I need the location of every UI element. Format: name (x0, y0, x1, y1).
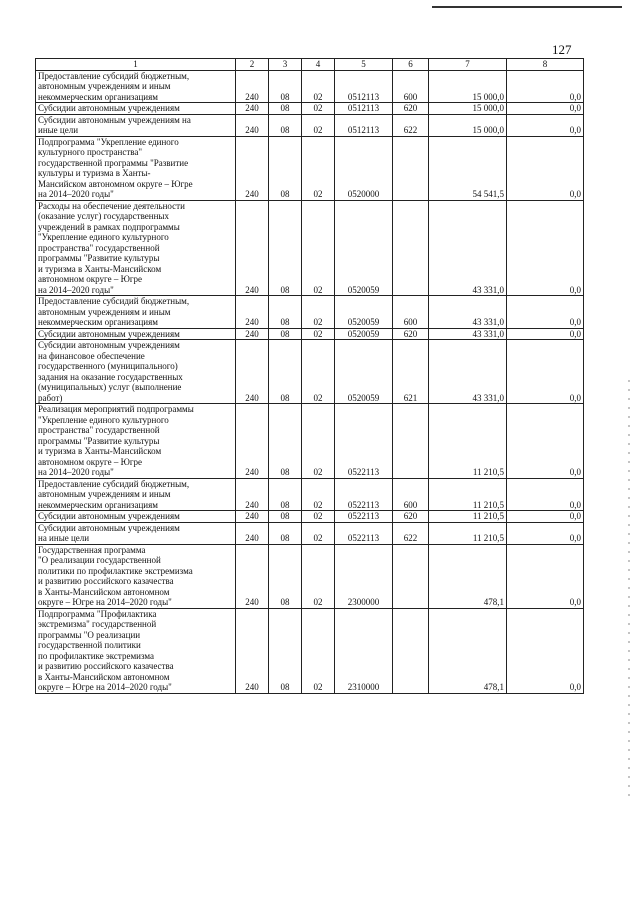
col-5-cell: 0520059 (335, 340, 393, 404)
header-cell: 5 (335, 59, 393, 71)
col-3-cell: 08 (269, 136, 302, 200)
col-6-cell: 622 (393, 522, 429, 544)
table-row (36, 136, 584, 200)
col-6-cell (393, 200, 429, 296)
col-4-cell: 02 (302, 511, 335, 523)
col-7-cell: 15 000,0 (429, 103, 507, 115)
col-5-cell: 0522113 (335, 522, 393, 544)
col-8-cell: 0,0 (507, 114, 584, 136)
col-7-cell: 11 210,5 (429, 522, 507, 544)
col-7-cell: 43 331,0 (429, 340, 507, 404)
row-name-cell: Реализация мероприятий подпрограммы "Укрепление единого культурного пространства" государственной программы "Развитие культуры и туризма в Ханты-Мансийском автономном округе – Югре на 2014–2020 годы" (36, 404, 236, 479)
row-name-cell: Субсидии автономным учреждениям (36, 511, 236, 523)
col-7-cell: 43 331,0 (429, 328, 507, 340)
col-2-cell: 240 (236, 404, 269, 479)
budget-table (35, 58, 584, 694)
col-5-cell: 0522113 (335, 404, 393, 479)
col-8-cell: 0,0 (507, 70, 584, 103)
col-7-cell: 43 331,0 (429, 200, 507, 296)
col-2-cell: 240 (236, 114, 269, 136)
col-3-cell: 08 (269, 340, 302, 404)
col-4-cell: 02 (302, 340, 335, 404)
header-cell: 7 (429, 59, 507, 71)
header-cell: 2 (236, 59, 269, 71)
col-5-cell: 0520059 (335, 328, 393, 340)
col-5-cell: 0512113 (335, 70, 393, 103)
table-row (36, 328, 584, 340)
col-7-cell: 11 210,5 (429, 478, 507, 511)
table-row (36, 114, 584, 136)
table-row (36, 200, 584, 296)
col-8-cell: 0,0 (507, 544, 584, 608)
table-row (36, 522, 584, 544)
col-3-cell: 08 (269, 114, 302, 136)
col-2-cell: 240 (236, 544, 269, 608)
col-2-cell: 240 (236, 608, 269, 693)
col-3-cell: 08 (269, 200, 302, 296)
col-3-cell: 08 (269, 296, 302, 329)
col-6-cell (393, 544, 429, 608)
col-4-cell: 02 (302, 404, 335, 479)
col-8-cell: 0,0 (507, 136, 584, 200)
table-row (36, 478, 584, 511)
col-7-cell: 11 210,5 (429, 511, 507, 523)
col-6-cell: 621 (393, 340, 429, 404)
col-8-cell: 0,0 (507, 511, 584, 523)
col-2-cell: 240 (236, 522, 269, 544)
col-8-cell: 0,0 (507, 404, 584, 479)
col-7-cell: 11 210,5 (429, 404, 507, 479)
col-2-cell: 240 (236, 328, 269, 340)
col-6-cell: 620 (393, 511, 429, 523)
scan-edge-marks (628, 380, 630, 800)
col-3-cell: 08 (269, 544, 302, 608)
row-name-cell: Субсидии автономным учреждениям на финансовое обеспечение государственного (муниципального) задания на оказание государственных (муниципальных) услуг (выполнение работ) (36, 340, 236, 404)
col-8-cell: 0,0 (507, 296, 584, 329)
col-2-cell: 240 (236, 200, 269, 296)
col-3-cell: 08 (269, 478, 302, 511)
col-3-cell: 08 (269, 522, 302, 544)
col-8-cell: 0,0 (507, 478, 584, 511)
table-row (36, 103, 584, 115)
col-4-cell: 02 (302, 328, 335, 340)
col-2-cell: 240 (236, 136, 269, 200)
col-7-cell: 54 541,5 (429, 136, 507, 200)
table-row (36, 340, 584, 404)
row-name-cell: Предоставление субсидий бюджетным, автономным учреждениям и иным некоммерческим организациям (36, 478, 236, 511)
col-4-cell: 02 (302, 200, 335, 296)
col-2-cell: 240 (236, 340, 269, 404)
table-body (36, 70, 584, 693)
row-name-cell: Предоставление субсидий бюджетным, автономным учреждениям и иным некоммерческим организациям (36, 70, 236, 103)
col-8-cell: 0,0 (507, 608, 584, 693)
col-6-cell (393, 608, 429, 693)
col-2-cell: 240 (236, 511, 269, 523)
col-4-cell: 02 (302, 296, 335, 329)
table-row (36, 544, 584, 608)
col-7-cell: 478,1 (429, 608, 507, 693)
col-3-cell: 08 (269, 328, 302, 340)
col-3-cell: 08 (269, 608, 302, 693)
col-3-cell: 08 (269, 404, 302, 479)
col-2-cell: 240 (236, 296, 269, 329)
col-8-cell: 0,0 (507, 103, 584, 115)
col-2-cell: 240 (236, 103, 269, 115)
col-4-cell: 02 (302, 544, 335, 608)
row-name-cell: Субсидии автономным учреждениям на иные цели (36, 522, 236, 544)
row-name-cell: Расходы на обеспечение деятельности (оказание услуг) государственных учреждений в рамках подпрограммы "Укрепление единого культурного пространства" государственной программы "Развитие культуры и туризма в Ханты-Мансийском автономном округе – Югре на 2014–2020 годы" (36, 200, 236, 296)
col-2-cell: 240 (236, 70, 269, 103)
header-cell: 3 (269, 59, 302, 71)
col-4-cell: 02 (302, 103, 335, 115)
header-cell: 6 (393, 59, 429, 71)
col-4-cell: 02 (302, 478, 335, 511)
col-6-cell: 620 (393, 328, 429, 340)
col-4-cell: 02 (302, 608, 335, 693)
col-5-cell: 0522113 (335, 511, 393, 523)
col-4-cell: 02 (302, 70, 335, 103)
row-name-cell: Государственная программа "О реализации государственной политики по профилактике экстремизма и развитию российского казачества в Ханты-Мансийском автономном округе – Югре на 2014–2020 годы" (36, 544, 236, 608)
col-4-cell: 02 (302, 114, 335, 136)
table-row (36, 70, 584, 103)
col-3-cell: 08 (269, 103, 302, 115)
col-6-cell (393, 136, 429, 200)
col-5-cell: 0522113 (335, 478, 393, 511)
col-6-cell: 600 (393, 296, 429, 329)
col-7-cell: 43 331,0 (429, 296, 507, 329)
table-row (36, 511, 584, 523)
col-5-cell: 0512113 (335, 114, 393, 136)
col-4-cell: 02 (302, 136, 335, 200)
col-8-cell: 0,0 (507, 328, 584, 340)
col-6-cell: 600 (393, 70, 429, 103)
col-8-cell: 0,0 (507, 200, 584, 296)
col-5-cell: 0520059 (335, 200, 393, 296)
row-name-cell: Субсидии автономным учреждениям (36, 103, 236, 115)
col-5-cell: 0520000 (335, 136, 393, 200)
col-8-cell: 0,0 (507, 340, 584, 404)
col-5-cell: 2310000 (335, 608, 393, 693)
table-row (36, 404, 584, 479)
row-name-cell: Подпрограмма "Профилактика экстремизма" государственной программы "О реализации государственной политики по профилактике экстремизма и развитию российского казачества в Ханты-Мансийском автономном округе – Югре на 2014–2020 годы" (36, 608, 236, 693)
page-number: 127 (552, 42, 572, 57)
table-row (36, 296, 584, 329)
row-name-cell: Предоставление субсидий бюджетным, автономным учреждениям и иным некоммерческим организациям (36, 296, 236, 329)
col-5-cell: 0520059 (335, 296, 393, 329)
col-8-cell: 0,0 (507, 522, 584, 544)
col-7-cell: 15 000,0 (429, 114, 507, 136)
top-rule (432, 6, 622, 8)
col-6-cell: 600 (393, 478, 429, 511)
col-7-cell: 15 000,0 (429, 70, 507, 103)
table-row (36, 608, 584, 693)
header-cell: 8 (507, 59, 584, 71)
col-4-cell: 02 (302, 522, 335, 544)
col-3-cell: 08 (269, 511, 302, 523)
col-6-cell: 620 (393, 103, 429, 115)
row-name-cell: Субсидии автономным учреждениям на иные цели (36, 114, 236, 136)
header-cell: 1 (36, 59, 236, 71)
header-row (36, 59, 584, 71)
col-6-cell (393, 404, 429, 479)
row-name-cell: Подпрограмма "Укрепление единого культурного пространства" государственной программы "Развитие культуры и туризма в Ханты- Мансийском автономном округе – Югре на 2014–2020 годы" (36, 136, 236, 200)
col-6-cell: 622 (393, 114, 429, 136)
col-7-cell: 478,1 (429, 544, 507, 608)
col-5-cell: 0512113 (335, 103, 393, 115)
row-name-cell: Субсидии автономным учреждениям (36, 328, 236, 340)
col-5-cell: 2300000 (335, 544, 393, 608)
col-2-cell: 240 (236, 478, 269, 511)
col-3-cell: 08 (269, 70, 302, 103)
header-cell: 4 (302, 59, 335, 71)
